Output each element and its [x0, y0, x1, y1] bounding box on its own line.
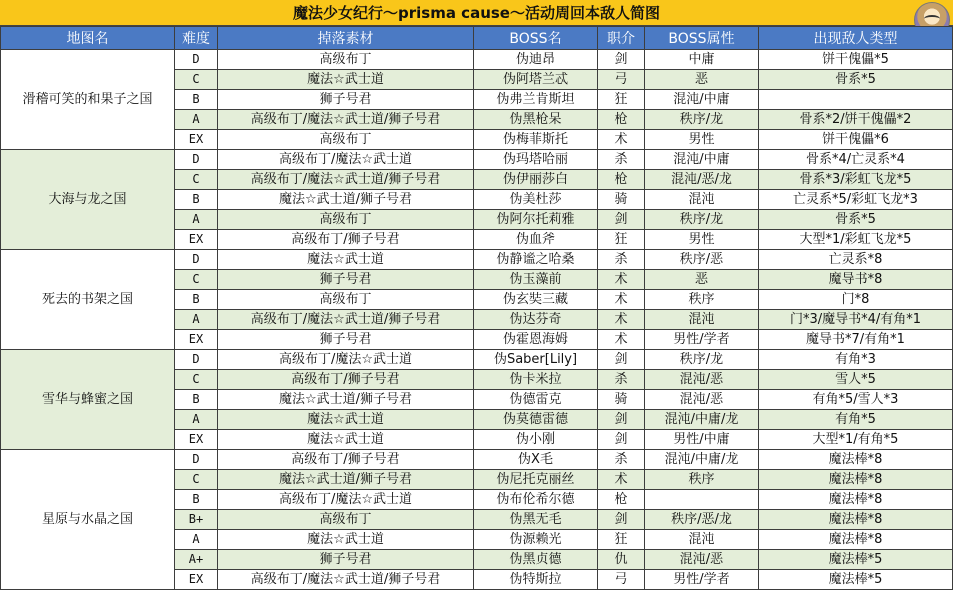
- class-cell: 弓: [598, 70, 645, 90]
- table-row: [1, 50, 953, 70]
- table-row: [1, 450, 953, 470]
- map-name-cell: 大海与龙之国: [1, 150, 175, 250]
- map-name-cell: 雪华与蜂蜜之国: [1, 350, 175, 450]
- drops-cell: 高级布丁: [218, 130, 474, 150]
- boss-name-cell: 伪莫德雷德: [474, 410, 598, 430]
- boss-name-cell: 伪Saber[Lily]: [474, 350, 598, 370]
- class-cell: 狂: [598, 530, 645, 550]
- class-cell: 骑: [598, 390, 645, 410]
- drops-cell: 魔法☆武士道: [218, 530, 474, 550]
- boss-name-cell: 伪血斧: [474, 230, 598, 250]
- drops-cell: 高级布丁/魔法☆武士道/狮子号君: [218, 570, 474, 590]
- boss-attr-cell: 混沌: [645, 190, 759, 210]
- difficulty-cell: A: [175, 110, 218, 130]
- boss-name-cell: 伪德雷克: [474, 390, 598, 410]
- boss-attr-cell: 恶: [645, 270, 759, 290]
- enemy-types-cell: 魔导书*8: [759, 270, 953, 290]
- difficulty-cell: C: [175, 170, 218, 190]
- enemy-types-cell: 魔法棒*5: [759, 550, 953, 570]
- class-cell: 狂: [598, 90, 645, 110]
- enemy-types-cell: 亡灵系*5/彩虹飞龙*3: [759, 190, 953, 210]
- drops-cell: 高级布丁: [218, 290, 474, 310]
- drops-cell: 高级布丁/魔法☆武士道: [218, 150, 474, 170]
- boss-name-cell: 伪小刚: [474, 430, 598, 450]
- header-enemy-types: 出现敌人类型: [759, 27, 953, 50]
- drops-cell: 高级布丁/狮子号君: [218, 450, 474, 470]
- drops-cell: 狮子号君: [218, 270, 474, 290]
- drops-cell: 魔法☆武士道: [218, 430, 474, 450]
- boss-attr-cell: 混沌/恶: [645, 550, 759, 570]
- difficulty-cell: A: [175, 310, 218, 330]
- difficulty-cell: D: [175, 450, 218, 470]
- drops-cell: 高级布丁/魔法☆武士道/狮子号君: [218, 310, 474, 330]
- drops-cell: 魔法☆武士道/狮子号君: [218, 470, 474, 490]
- drops-cell: 魔法☆武士道: [218, 410, 474, 430]
- enemy-types-cell: 魔法棒*8: [759, 530, 953, 550]
- boss-attr-cell: 混沌: [645, 530, 759, 550]
- enemy-types-cell: 魔法棒*8: [759, 510, 953, 530]
- table-row: [1, 150, 953, 170]
- enemy-types-cell: 骨系*5: [759, 70, 953, 90]
- difficulty-cell: D: [175, 150, 218, 170]
- table-body: [1, 50, 953, 590]
- class-cell: 弓: [598, 570, 645, 590]
- map-name-cell: 星原与水晶之国: [1, 450, 175, 590]
- difficulty-cell: A: [175, 530, 218, 550]
- difficulty-cell: EX: [175, 330, 218, 350]
- boss-attr-cell: 混沌/恶: [645, 390, 759, 410]
- table-row: [1, 350, 953, 370]
- enemy-types-cell: 魔法棒*8: [759, 450, 953, 470]
- map-name-cell: 死去的书架之国: [1, 250, 175, 350]
- class-cell: 杀: [598, 250, 645, 270]
- boss-name-cell: 伪弗兰肯斯坦: [474, 90, 598, 110]
- boss-attr-cell: 男性/学者: [645, 330, 759, 350]
- enemy-table: [0, 26, 953, 590]
- class-cell: 狂: [598, 230, 645, 250]
- boss-attr-cell: 混沌: [645, 310, 759, 330]
- header-map: 地图名: [1, 27, 175, 50]
- drops-cell: 狮子号君: [218, 330, 474, 350]
- class-cell: 杀: [598, 370, 645, 390]
- drops-cell: 高级布丁/魔法☆武士道/狮子号君: [218, 170, 474, 190]
- drops-cell: 魔法☆武士道/狮子号君: [218, 390, 474, 410]
- drops-cell: 高级布丁: [218, 50, 474, 70]
- enemy-types-cell: 亡灵系*8: [759, 250, 953, 270]
- boss-attr-cell: [645, 490, 759, 510]
- class-cell: 术: [598, 330, 645, 350]
- drops-cell: 魔法☆武士道/狮子号君: [218, 190, 474, 210]
- enemy-types-cell: 大型*1/有角*5: [759, 430, 953, 450]
- boss-attr-cell: 秩序/恶/龙: [645, 510, 759, 530]
- boss-attr-cell: 混沌/恶/龙: [645, 170, 759, 190]
- class-cell: 杀: [598, 150, 645, 170]
- difficulty-cell: B: [175, 390, 218, 410]
- boss-attr-cell: 男性/学者: [645, 570, 759, 590]
- boss-name-cell: 伪尼托克丽丝: [474, 470, 598, 490]
- boss-attr-cell: 混沌/中庸/龙: [645, 450, 759, 470]
- boss-name-cell: 伪美杜莎: [474, 190, 598, 210]
- difficulty-cell: A: [175, 210, 218, 230]
- drops-cell: 魔法☆武士道: [218, 250, 474, 270]
- enemy-types-cell: 魔法棒*8: [759, 490, 953, 510]
- boss-name-cell: 伪玄奘三藏: [474, 290, 598, 310]
- enemy-types-cell: 门*3/魔导书*4/有角*1: [759, 310, 953, 330]
- difficulty-cell: B: [175, 490, 218, 510]
- difficulty-cell: A+: [175, 550, 218, 570]
- difficulty-cell: B: [175, 190, 218, 210]
- enemy-types-cell: 门*8: [759, 290, 953, 310]
- class-cell: 枪: [598, 170, 645, 190]
- drops-cell: 魔法☆武士道: [218, 70, 474, 90]
- enemy-types-cell: 骨系*3/彩虹飞龙*5: [759, 170, 953, 190]
- class-cell: 剑: [598, 50, 645, 70]
- difficulty-cell: D: [175, 250, 218, 270]
- enemy-types-cell: 魔法棒*8: [759, 470, 953, 490]
- boss-name-cell: 伪黑贞德: [474, 550, 598, 570]
- header-boss-name: BOSS名: [474, 27, 598, 50]
- enemy-types-cell: 饼干傀儡*6: [759, 130, 953, 150]
- boss-name-cell: 伪特斯拉: [474, 570, 598, 590]
- difficulty-cell: C: [175, 370, 218, 390]
- enemy-types-cell: [759, 90, 953, 110]
- header-boss-attr: BOSS属性: [645, 27, 759, 50]
- boss-attr-cell: 秩序: [645, 470, 759, 490]
- drops-cell: 高级布丁: [218, 210, 474, 230]
- drops-cell: 狮子号君: [218, 550, 474, 570]
- page-title: 魔法少女纪行～prisma cause～活动周回本敌人简图: [293, 4, 660, 22]
- class-cell: 枪: [598, 490, 645, 510]
- difficulty-cell: C: [175, 270, 218, 290]
- class-cell: 剑: [598, 510, 645, 530]
- drops-cell: 狮子号君: [218, 90, 474, 110]
- difficulty-cell: D: [175, 50, 218, 70]
- drops-cell: 高级布丁/狮子号君: [218, 370, 474, 390]
- difficulty-cell: C: [175, 470, 218, 490]
- boss-name-cell: 伪伊丽莎白: [474, 170, 598, 190]
- enemy-types-cell: 骨系*2/饼干傀儡*2: [759, 110, 953, 130]
- class-cell: 仇: [598, 550, 645, 570]
- boss-name-cell: 伪布伦希尔德: [474, 490, 598, 510]
- difficulty-cell: D: [175, 350, 218, 370]
- boss-attr-cell: 混沌/恶: [645, 370, 759, 390]
- difficulty-cell: C: [175, 70, 218, 90]
- boss-attr-cell: 男性: [645, 230, 759, 250]
- class-cell: 术: [598, 470, 645, 490]
- table-row: [1, 250, 953, 270]
- drops-cell: 高级布丁: [218, 510, 474, 530]
- boss-attr-cell: 秩序: [645, 290, 759, 310]
- enemy-types-cell: 有角*5/雪人*3: [759, 390, 953, 410]
- header-drops: 掉落素材: [218, 27, 474, 50]
- boss-attr-cell: 男性/中庸: [645, 430, 759, 450]
- class-cell: 杀: [598, 450, 645, 470]
- header-difficulty: 难度: [175, 27, 218, 50]
- difficulty-cell: B+: [175, 510, 218, 530]
- header-class: 职介: [598, 27, 645, 50]
- difficulty-cell: EX: [175, 130, 218, 150]
- boss-attr-cell: 恶: [645, 70, 759, 90]
- boss-name-cell: 伪源赖光: [474, 530, 598, 550]
- enemy-types-cell: 有角*3: [759, 350, 953, 370]
- boss-name-cell: 伪黑枪呆: [474, 110, 598, 130]
- boss-attr-cell: 中庸: [645, 50, 759, 70]
- boss-attr-cell: 秩序/恶: [645, 250, 759, 270]
- difficulty-cell: EX: [175, 570, 218, 590]
- enemy-types-cell: 饼干傀儡*5: [759, 50, 953, 70]
- difficulty-cell: EX: [175, 230, 218, 250]
- difficulty-cell: EX: [175, 430, 218, 450]
- boss-name-cell: 伪卡米拉: [474, 370, 598, 390]
- boss-name-cell: 伪黑无毛: [474, 510, 598, 530]
- boss-attr-cell: 秩序/龙: [645, 350, 759, 370]
- difficulty-cell: A: [175, 410, 218, 430]
- class-cell: 剑: [598, 430, 645, 450]
- title-bar: [0, 0, 953, 26]
- class-cell: 枪: [598, 110, 645, 130]
- class-cell: 术: [598, 310, 645, 330]
- boss-name-cell: 伪玉藻前: [474, 270, 598, 290]
- boss-attr-cell: 秩序/龙: [645, 210, 759, 230]
- enemy-types-cell: 骨系*5: [759, 210, 953, 230]
- class-cell: 剑: [598, 210, 645, 230]
- class-cell: 术: [598, 270, 645, 290]
- enemy-types-cell: 魔导书*7/有角*1: [759, 330, 953, 350]
- map-name-cell: 滑稽可笑的和果子之国: [1, 50, 175, 150]
- class-cell: 剑: [598, 410, 645, 430]
- enemy-types-cell: 魔法棒*5: [759, 570, 953, 590]
- drops-cell: 高级布丁/魔法☆武士道: [218, 350, 474, 370]
- class-cell: 剑: [598, 350, 645, 370]
- class-cell: 术: [598, 290, 645, 310]
- table-header-row: [1, 27, 953, 50]
- boss-attr-cell: 混沌/中庸: [645, 90, 759, 110]
- difficulty-cell: B: [175, 290, 218, 310]
- boss-name-cell: 伪X毛: [474, 450, 598, 470]
- drops-cell: 高级布丁/魔法☆武士道: [218, 490, 474, 510]
- boss-name-cell: 伪静谧之哈桑: [474, 250, 598, 270]
- enemy-types-cell: 大型*1/彩虹飞龙*5: [759, 230, 953, 250]
- enemy-types-cell: 有角*5: [759, 410, 953, 430]
- enemy-types-cell: 雪人*5: [759, 370, 953, 390]
- boss-name-cell: 伪霍恩海姆: [474, 330, 598, 350]
- difficulty-cell: B: [175, 90, 218, 110]
- drops-cell: 高级布丁/狮子号君: [218, 230, 474, 250]
- boss-attr-cell: 男性: [645, 130, 759, 150]
- drops-cell: 高级布丁/魔法☆武士道/狮子号君: [218, 110, 474, 130]
- boss-name-cell: 伪梅菲斯托: [474, 130, 598, 150]
- enemy-types-cell: 骨系*4/亡灵系*4: [759, 150, 953, 170]
- boss-name-cell: 伪阿尔托莉雅: [474, 210, 598, 230]
- boss-attr-cell: 混沌/中庸/龙: [645, 410, 759, 430]
- boss-name-cell: 伪迪昂: [474, 50, 598, 70]
- boss-name-cell: 伪达芬奇: [474, 310, 598, 330]
- boss-name-cell: 伪玛塔哈丽: [474, 150, 598, 170]
- boss-name-cell: 伪阿塔兰忒: [474, 70, 598, 90]
- class-cell: 术: [598, 130, 645, 150]
- boss-attr-cell: 秩序/龙: [645, 110, 759, 130]
- boss-attr-cell: 混沌/中庸: [645, 150, 759, 170]
- class-cell: 骑: [598, 190, 645, 210]
